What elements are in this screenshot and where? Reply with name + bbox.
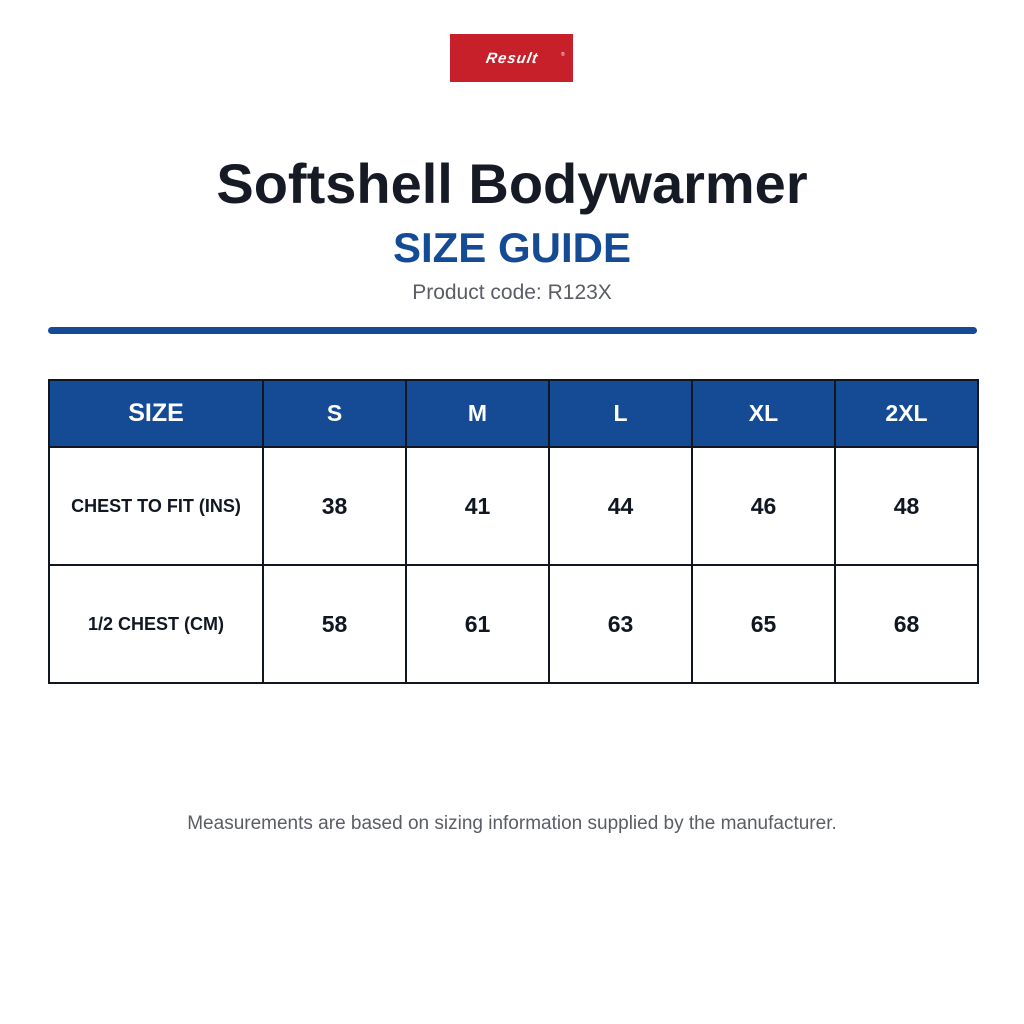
table-cell: 65 <box>692 565 835 683</box>
table-header-row <box>49 380 978 447</box>
table-header-cell: SIZE <box>49 380 263 447</box>
table-row <box>49 447 978 565</box>
page-title: Softshell Bodywarmer <box>216 152 808 215</box>
table-cell: 48 <box>835 447 978 565</box>
table-cell: 68 <box>835 565 978 683</box>
table-header-cell: XL <box>692 380 835 447</box>
svg-text:Result: Result <box>484 50 540 67</box>
table-cell: 44 <box>549 447 692 565</box>
size-table <box>48 379 979 684</box>
row-label: CHEST TO FIT (INS) <box>49 447 263 565</box>
table-cell: 63 <box>549 565 692 683</box>
table-cell: 58 <box>263 565 406 683</box>
table-header-cell: L <box>549 380 692 447</box>
table-cell: 61 <box>406 565 549 683</box>
table-header-cell: 2XL <box>835 380 978 447</box>
table-row <box>49 565 978 683</box>
result-logo-wordmark <box>457 48 567 68</box>
page-subtitle: SIZE GUIDE <box>392 224 632 271</box>
divider-rule <box>48 327 977 334</box>
table-cell: 41 <box>406 447 549 565</box>
table-cell: 38 <box>263 447 406 565</box>
result-logo <box>450 34 573 82</box>
table-header-cell: S <box>263 380 406 447</box>
svg-text:®: ® <box>560 52 565 58</box>
product-code: Product code: R123X <box>412 281 612 304</box>
table-cell: 46 <box>692 447 835 565</box>
footer-note: Measurements are based on sizing information supplied by the manufacturer. <box>187 813 837 834</box>
table-header-cell: M <box>406 380 549 447</box>
row-label: 1/2 CHEST (CM) <box>49 565 263 683</box>
